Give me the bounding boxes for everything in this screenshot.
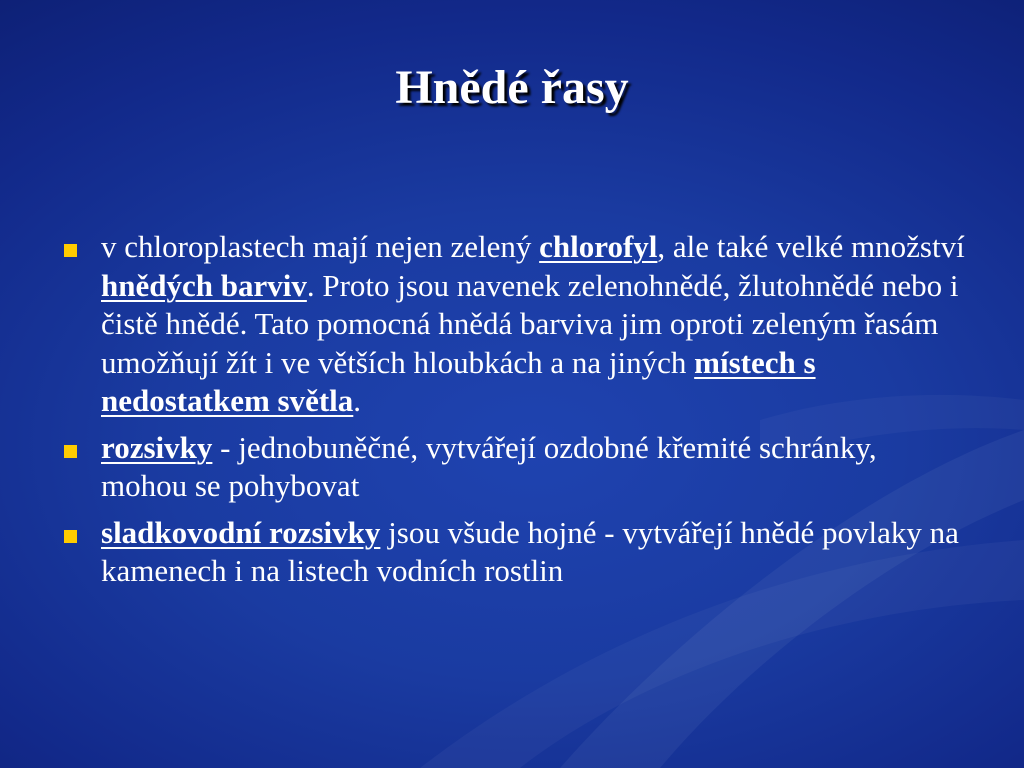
slide-title: Hnědé řasy bbox=[395, 61, 629, 114]
square-bullet-icon bbox=[64, 530, 77, 543]
bullet-item-brown-pigments bbox=[62, 228, 967, 421]
bullet-item-rozsivky bbox=[62, 429, 967, 506]
bullet-text: v chloroplastech mají nejen zelený bbox=[101, 229, 540, 264]
bullet-text: . Proto jsou navenek zelenohnědé, žlutohnědé nebo i čistě hnědé. Tato pomocná hnědá barviva jim oproti zeleným řasám umožňují žít i ve větších hloubkách a na jiných bbox=[101, 267, 959, 380]
keyword-hnedych-barviv: hnědých barviv bbox=[101, 267, 307, 303]
bullet-text: , ale také velké množství bbox=[657, 229, 965, 264]
square-bullet-icon bbox=[64, 244, 77, 257]
keyword-chlorofyl: chlorofyl bbox=[539, 229, 658, 264]
bullet-text: jsou všude hojné - vytvářejí hnědé povlaky na kamenech i na listech vodních rostlin bbox=[101, 514, 959, 588]
bullet-text: . bbox=[353, 383, 362, 418]
keyword-sladkovodni-rozsivky: sladkovodní rozsivky bbox=[101, 514, 381, 550]
bullet-item-sladkovodni-rozsivky bbox=[62, 514, 967, 591]
bullet-list bbox=[62, 228, 967, 599]
keyword-rozsivky: rozsivky bbox=[101, 429, 213, 465]
keyword-mistech-s-nedostatkem-svetla: místech s nedostatkem světla bbox=[101, 344, 816, 418]
square-bullet-icon bbox=[64, 445, 77, 458]
bullet-text: - jednobuněčné, vytvářejí ozdobné křemité schránky, mohou se pohybovat bbox=[101, 429, 877, 503]
